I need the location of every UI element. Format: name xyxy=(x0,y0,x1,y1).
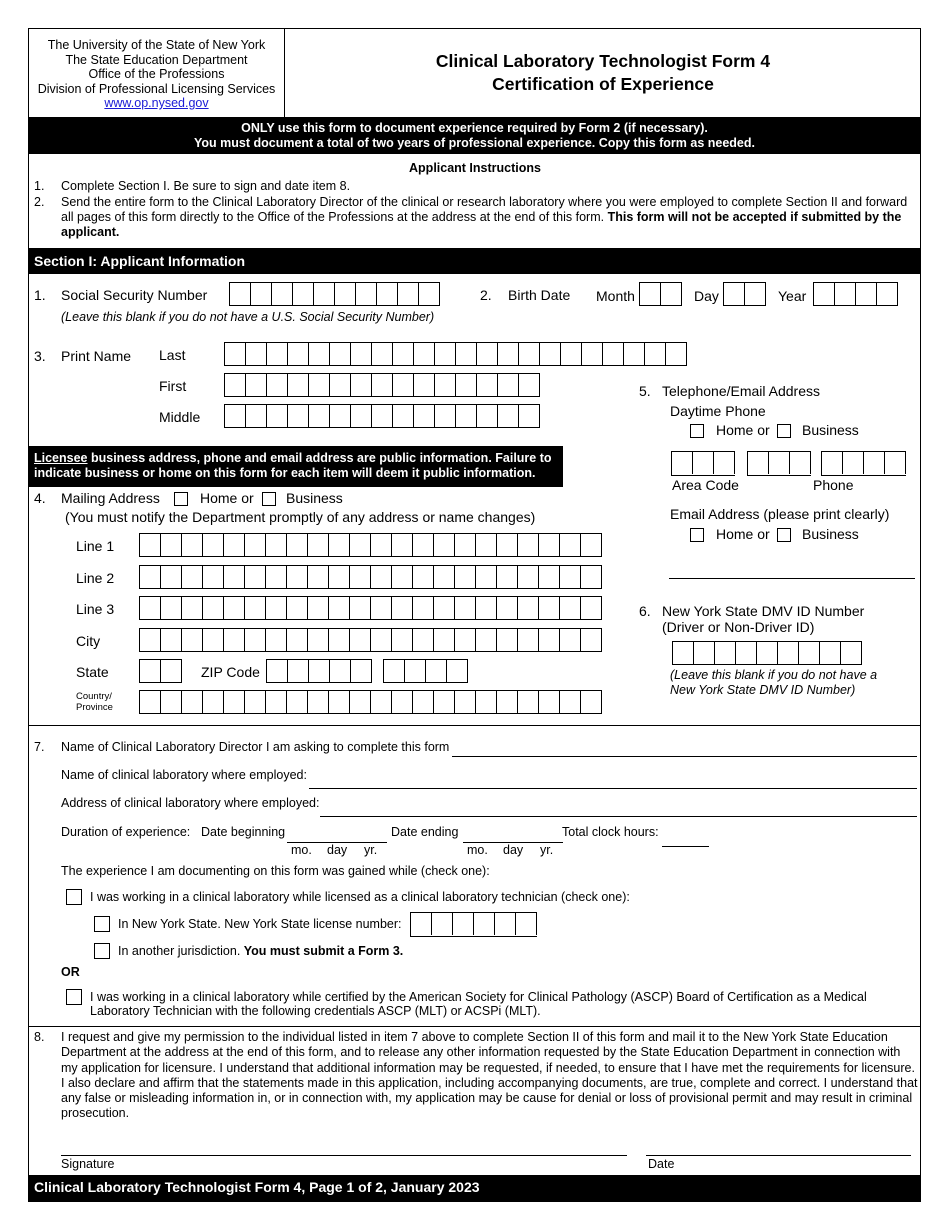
month-label: Month xyxy=(596,288,635,304)
instruction-text: all pages of this form directly to the Office of the Professions at the address at the end of this form. xyxy=(61,210,608,224)
form-title-line2: Certification of Experience xyxy=(492,74,714,94)
agency-line: The University of the State of New York xyxy=(47,38,266,52)
date-input[interactable] xyxy=(646,1155,911,1156)
country-input[interactable] xyxy=(139,690,602,714)
year-label: Year xyxy=(778,288,807,304)
ssn-note: (Leave this blank if you do not have a U.S. Social Security Number) xyxy=(61,310,435,324)
print-name-label: Print Name xyxy=(61,348,132,364)
email-input[interactable] xyxy=(669,578,915,579)
address-line3-input[interactable] xyxy=(139,596,602,620)
date-ending-yr: yr. xyxy=(540,843,554,857)
zip-label: ZIP Code xyxy=(201,664,260,680)
notice-line2: You must document a total of two years of professional experience. Copy this form as needed. xyxy=(194,136,755,150)
zip-plus4-input[interactable] xyxy=(383,659,468,683)
item-number: 1. xyxy=(34,287,46,303)
lab-address-input[interactable] xyxy=(320,816,917,817)
technician-option-label: I was working in a clinical laboratory while licensed as a clinical laboratory technician (check one): xyxy=(90,890,630,904)
mail-home-label: Home or xyxy=(200,490,254,506)
other-jurisdiction-checkbox[interactable] xyxy=(94,943,110,959)
date-beginning-label: Date beginning xyxy=(201,825,286,839)
gained-while-label: The experience I am documenting on this form was gained while (check one): xyxy=(61,864,490,878)
state-label: State xyxy=(76,664,109,680)
instruction-item-1: Complete Section I. Be sure to sign and date item 8. xyxy=(61,179,351,193)
footer-text: Clinical Laboratory Technologist Form 4, Page 1 of 2, January 2023 xyxy=(34,1179,480,1195)
line2-label: Line 2 xyxy=(76,570,115,586)
item-number: 2. xyxy=(480,287,492,303)
line3-label: Line 3 xyxy=(76,601,115,617)
last-name-input[interactable] xyxy=(224,342,687,366)
instruction-number: 2. xyxy=(34,195,45,209)
notice-bar xyxy=(28,117,921,154)
birth-month-input[interactable] xyxy=(639,282,682,306)
instruction-item-2-line1: Send the entire form to the Clinical Laboratory Director of the clinical or research laboratory where you were employed to complete Section II and forward xyxy=(61,195,908,209)
permission-line: I also declare and affirm that the statements made in this application, including accompanying documents, are true, complete and correct. I understand that xyxy=(61,1075,918,1090)
total-hours-label: Total clock hours: xyxy=(562,825,659,839)
instructions-heading: Applicant Instructions xyxy=(409,161,541,175)
form-title-line1: Clinical Laboratory Technologist Form 4 xyxy=(435,51,771,71)
item-number: 8. xyxy=(34,1030,45,1044)
country-label-line1: Country/ xyxy=(76,691,112,702)
licensee-notice-line2: indicate business or home on this form for each item will deem it public information. xyxy=(34,466,536,480)
zip-input[interactable] xyxy=(266,659,372,683)
daytime-phone-label: Daytime Phone xyxy=(670,403,766,419)
item-number: 5. xyxy=(639,383,651,399)
permission-line: Department at the address at the end of this form, and to release any other information requested by the State Education Department in connection with xyxy=(61,1045,901,1060)
permission-paragraph xyxy=(61,1030,918,1122)
middle-name-input[interactable] xyxy=(224,404,540,428)
permission-line: my application for licensure. I understand that additional information may be requested, if needed, to ensure that I have met the requirements for licensure. xyxy=(61,1060,915,1075)
item-number: 7. xyxy=(34,740,45,754)
area-code-input[interactable] xyxy=(671,451,735,476)
phone-home-checkbox[interactable] xyxy=(690,424,704,438)
technician-option-checkbox[interactable] xyxy=(66,889,82,905)
dmv-label: New York State DMV ID Number xyxy=(662,603,865,619)
total-hours-input[interactable] xyxy=(662,846,709,847)
email-business-checkbox[interactable] xyxy=(777,528,791,542)
dmv-id-input[interactable] xyxy=(672,641,862,665)
email-home-checkbox[interactable] xyxy=(690,528,704,542)
line1-label: Line 1 xyxy=(76,538,115,554)
licensee-word: Licensee xyxy=(34,451,88,465)
phone-home-label: Home or xyxy=(716,422,770,438)
director-input[interactable] xyxy=(452,756,917,757)
phone-business-label: Business xyxy=(802,422,859,438)
licensee-notice xyxy=(28,446,563,487)
date-beginning-mo: mo. xyxy=(291,843,312,857)
phone-number-input[interactable] xyxy=(821,451,906,476)
agency-block xyxy=(29,29,285,117)
dmv-note-line1: (Leave this blank if you do not have a xyxy=(670,668,878,682)
dmv-note xyxy=(670,668,877,698)
dmv-note-line2: New York State DMV ID Number) xyxy=(670,683,856,697)
section1-bar xyxy=(28,248,921,274)
state-input[interactable] xyxy=(139,659,182,683)
instruction-item-2-line2 xyxy=(61,210,901,224)
ssn-label: Social Security Number xyxy=(61,287,208,303)
lab-name-label: Name of clinical laboratory where employed: xyxy=(61,768,307,782)
ascp-option-line2: Laboratory Technician with the following credentials ASCP (MLT) or ACSPi (MLT). xyxy=(90,1004,541,1018)
mail-home-checkbox[interactable] xyxy=(174,492,188,506)
ascp-option-checkbox[interactable] xyxy=(66,989,82,1005)
date-ending-mo: mo. xyxy=(467,843,488,857)
instruction-warning: This form will not be accepted if submitted by the xyxy=(607,210,902,224)
mailing-address-label: Mailing Address xyxy=(61,490,160,506)
permission-line: I request and give my permission to the individual listed in item 7 above to complete Section II of this form and mail it to the New York State Education xyxy=(61,1030,888,1044)
website-link[interactable]: www.op.nysed.gov xyxy=(104,96,209,110)
city-label: City xyxy=(76,633,101,649)
date-ending-label: Date ending xyxy=(391,825,459,839)
item-number: 4. xyxy=(34,490,46,506)
date-beginning-day: day xyxy=(327,843,348,857)
other-jurisdiction-label xyxy=(118,944,403,958)
item-number: 6. xyxy=(639,603,651,619)
email-label: Email Address (please print clearly) xyxy=(670,506,890,522)
mail-business-checkbox[interactable] xyxy=(262,492,276,506)
birth-year-input[interactable] xyxy=(813,282,898,306)
ascp-option-line1: I was working in a clinical laboratory while certified by the American Society for Clinical Pathology (ASCP) Board of Certification as a Medical xyxy=(90,990,867,1004)
date-ending-day: day xyxy=(503,843,524,857)
mail-business-label: Business xyxy=(286,490,343,506)
duration-label: Duration of experience: xyxy=(61,825,191,839)
item-number: 3. xyxy=(34,348,46,364)
director-label: Name of Clinical Laboratory Director I am asking to complete this form xyxy=(61,740,450,754)
agency-line: Office of the Professions xyxy=(88,67,225,81)
date-beginning-yr: yr. xyxy=(364,843,378,857)
signature-input[interactable] xyxy=(61,1155,627,1156)
day-label: Day xyxy=(694,288,719,304)
divider xyxy=(28,725,921,726)
instruction-number: 1. xyxy=(34,179,45,193)
phone-business-checkbox[interactable] xyxy=(777,424,791,438)
phone-prefix-input[interactable] xyxy=(747,451,811,476)
middle-name-label: Middle xyxy=(159,409,201,425)
city-input[interactable] xyxy=(139,628,602,652)
nys-license-input[interactable] xyxy=(410,912,537,937)
licensee-text: business address, phone and email address are public information. Failure to xyxy=(87,451,552,465)
first-name-input[interactable] xyxy=(224,373,540,397)
last-name-label: Last xyxy=(159,347,186,363)
address-line1-input[interactable] xyxy=(139,533,602,557)
footer-bar xyxy=(28,1175,921,1202)
birth-day-input[interactable] xyxy=(723,282,766,306)
permission-line: prosecution. xyxy=(61,1106,130,1121)
area-code-label: Area Code xyxy=(672,477,739,493)
agency-line: Division of Professional Licensing Services xyxy=(37,81,276,96)
nys-checkbox[interactable] xyxy=(94,916,110,932)
section1-title: Section I: Applicant Information xyxy=(34,253,246,269)
mailing-address-note: (You must notify the Department promptly of any address or name changes) xyxy=(65,509,536,525)
divider xyxy=(28,1026,921,1027)
notice-line1: ONLY use this form to document experience required by Form 2 (if necessary). xyxy=(241,121,708,135)
lab-address-label: Address of clinical laboratory where employed: xyxy=(61,796,320,810)
date-label: Date xyxy=(648,1157,675,1171)
dmv-sublabel: (Driver or Non-Driver ID) xyxy=(662,619,815,635)
email-home-label: Home or xyxy=(716,526,770,542)
licensee-notice-line1 xyxy=(34,451,563,466)
other-jurisdiction-text: In another jurisdiction. xyxy=(118,944,244,958)
address-line2-input[interactable] xyxy=(139,565,602,589)
phone-label: Phone xyxy=(813,477,854,493)
agency-line: The State Education Department xyxy=(65,52,248,67)
country-label xyxy=(76,691,113,713)
form-title xyxy=(285,50,921,96)
nys-label: In New York State. New York State license number: xyxy=(118,917,402,931)
telephone-email-label: Telephone/Email Address xyxy=(662,383,820,399)
email-business-label: Business xyxy=(802,526,859,542)
birth-date-label: Birth Date xyxy=(508,287,571,303)
country-label-line2: Province xyxy=(76,702,113,713)
signature-label: Signature xyxy=(61,1157,115,1171)
permission-line: any false or misleading information in, or in connection with, my application may be cause for denial or loss of provisional permit and may result in criminal xyxy=(61,1091,913,1106)
lab-name-input[interactable] xyxy=(309,788,917,789)
instruction-item-2-line3: applicant. xyxy=(61,225,120,239)
or-label: OR xyxy=(61,965,80,979)
ssn-input[interactable] xyxy=(229,282,440,306)
must-submit-text: You must submit a Form 3. xyxy=(243,944,404,958)
first-name-label: First xyxy=(159,378,187,394)
